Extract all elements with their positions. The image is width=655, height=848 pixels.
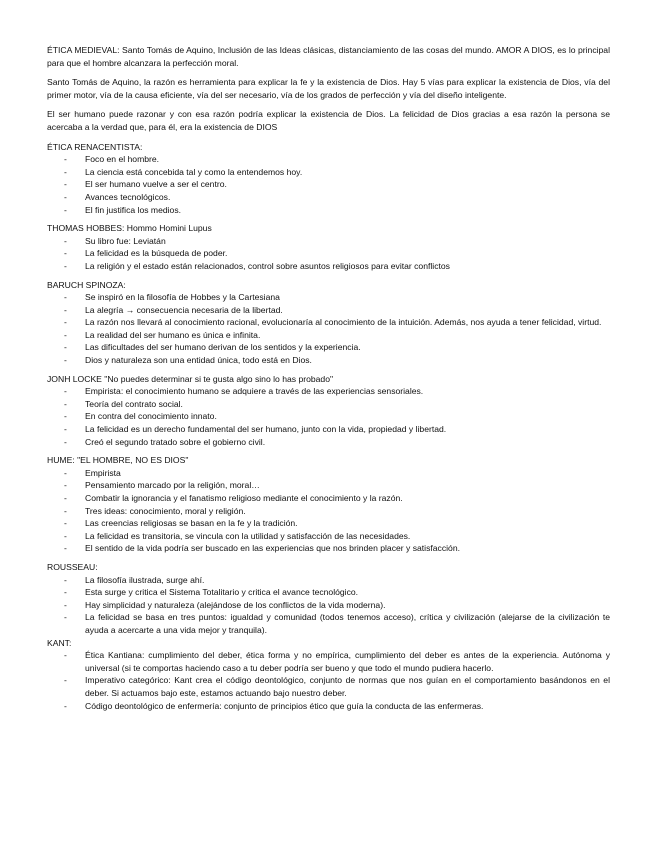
list-item: - Foco en el hombre. <box>47 153 610 166</box>
intro-paragraph-razon: El ser humano puede razonar y con esa razón podría explicar la existencia de Dios. La felicidad de Dios gracias a esa razón la persona se acercaba a la verdad que, para él, era la existencia de DIOS <box>47 109 610 132</box>
list-item: - El sentido de la vida podría ser buscado en las experiencias que nos brinden placer y satisfacción. <box>47 542 610 555</box>
list-item: - Combatir la ignorancia y el fanatismo religioso mediante el conocimiento y la razón. <box>47 492 610 505</box>
list-item: - La felicidad se basa en tres puntos: igualdad y comunidad (todos tenemos acceso), crítica y civilización (alejarse de la civilización te ayuda a acercarte a una vida mejor y tranquila). <box>47 611 610 636</box>
bullet-list <box>47 574 610 637</box>
section-heading: THOMAS HOBBES: Hommo Homini Lupus <box>47 223 212 234</box>
list-item: - La felicidad es la búsqueda de poder. <box>47 247 610 260</box>
list-item: - La filosofía ilustrada, surge ahí. <box>47 574 610 587</box>
section-hume <box>47 454 610 555</box>
intro-paragraph-medieval: ÉTICA MEDIEVAL: Santo Tomás de Aquino, Inclusión de las Ideas clásicas, distanciamiento de las cosas del mundo. AMOR A DIOS, es lo principal para que el hombre alcanzara la perfección moral. <box>47 45 610 68</box>
list-item: - El fin justifica los medios. <box>47 204 610 217</box>
list-item: - Se inspiró en la filosofía de Hobbes y la Cartesiana <box>47 291 610 304</box>
section-spinoza <box>47 279 610 367</box>
list-item: - La felicidad es un derecho fundamental del ser humano, junto con la vida, propiedad y libertad. <box>47 423 610 436</box>
list-item: - Ética Kantiana: cumplimiento del deber, ética forma y no empírica, cumplimiento del deber es antes de la experiencia. Autónoma y universal (si te comportas haciendo caso a tu deber podría ser bueno y que todo el mundo pudiera hacerlo. <box>47 649 610 674</box>
bullet-list <box>47 385 610 448</box>
list-item: - Empirista: el conocimiento humano se adquiere a través de las experiencias sensoriales. <box>47 385 610 398</box>
list-item: - Las dificultades del ser humano derivan de los sentidos y la experiencia. <box>47 341 610 354</box>
section-renacentista <box>47 141 610 217</box>
list-item: - Empirista <box>47 467 610 480</box>
intro-paragraph-aquino: Santo Tomás de Aquino, la razón es herramienta para explicar la fe y la existencia de Dios. Hay 5 vías para explicar la existencia de Dios, vía del primer motor, vía de la causa eficiente, vía del ser necesario, vía de los grados de perfección y vía del diseño inteligente. <box>47 77 610 100</box>
list-item: - Tres ideas: conocimiento, moral y religión. <box>47 505 610 518</box>
bullet-list <box>47 649 610 712</box>
list-item: - Avances tecnológicos. <box>47 191 610 204</box>
section-heading: KANT: <box>47 637 72 648</box>
list-item: - La felicidad es transitoria, se vincula con la utilidad y satisfacción de las necesidades. <box>47 530 610 543</box>
list-item: - En contra del conocimiento innato. <box>47 410 610 423</box>
section-rousseau <box>47 561 610 637</box>
section-locke <box>47 373 610 449</box>
list-item: - Esta surge y critica el Sistema Totalitario y critica el avance tecnológico. <box>47 586 610 599</box>
list-item: - Creó el segundo tratado sobre el gobierno civil. <box>47 436 610 449</box>
list-item: - Hay simplicidad y naturaleza (alejándose de los conflictos de la vida moderna). <box>47 599 610 612</box>
section-heading: ROUSSEAU: <box>47 561 98 572</box>
bullet-list <box>47 235 610 273</box>
section-heading: BARUCH SPINOZA: <box>47 279 126 290</box>
bullet-list <box>47 291 610 367</box>
list-item: - La religión y el estado están relacionados, control sobre asuntos religiosos para evitar conflictos <box>47 260 610 273</box>
list-item: - Su libro fue: Leviatán <box>47 235 610 248</box>
list-item: - Dios y naturaleza son una entidad única, todo está en Dios. <box>47 354 610 367</box>
section-kant <box>47 637 610 713</box>
section-heading: ÉTICA RENACENTISTA: <box>47 141 143 152</box>
list-item: - La realidad del ser humano es única e infinita. <box>47 329 610 342</box>
list-item: - La ciencia está concebida tal y como la entendemos hoy. <box>47 166 610 179</box>
list-item: - El ser humano vuelve a ser el centro. <box>47 178 610 191</box>
section-heading: HUME: "EL HOMBRE, NO ES DIOS" <box>47 455 189 466</box>
list-item: - Código deontológico de enfermería: conjunto de principios ético que guía la conducta de las enfermeras. <box>47 700 610 713</box>
list-item: - La alegría → consecuencia necesaria de la libertad. <box>47 304 610 317</box>
list-item: - Pensamiento marcado por la religión, moral… <box>47 479 610 492</box>
list-item: - Imperativo categórico: Kant crea el código deontológico, conjunto de normas que nos guían en el comportamiento basándonos en el deber. Si actuamos bajo este, estamos actuando bajo nuestro deber. <box>47 674 610 699</box>
list-item: - La razón nos llevará al conocimiento racional, evolucionaría al conocimiento de la intuición. Además, nos ayuda a tener felicidad, virtud. <box>47 316 610 329</box>
section-hobbes <box>47 222 610 272</box>
list-item: - Las creencias religiosas se basan en la fe y la tradición. <box>47 517 610 530</box>
list-item: - Teoría del contrato social. <box>47 398 610 411</box>
document-page <box>47 44 610 718</box>
bullet-list <box>47 467 610 555</box>
bullet-list <box>47 153 610 216</box>
section-heading: JONH LOCKE "No puedes determinar si te gusta algo sino lo has probado" <box>47 373 334 384</box>
